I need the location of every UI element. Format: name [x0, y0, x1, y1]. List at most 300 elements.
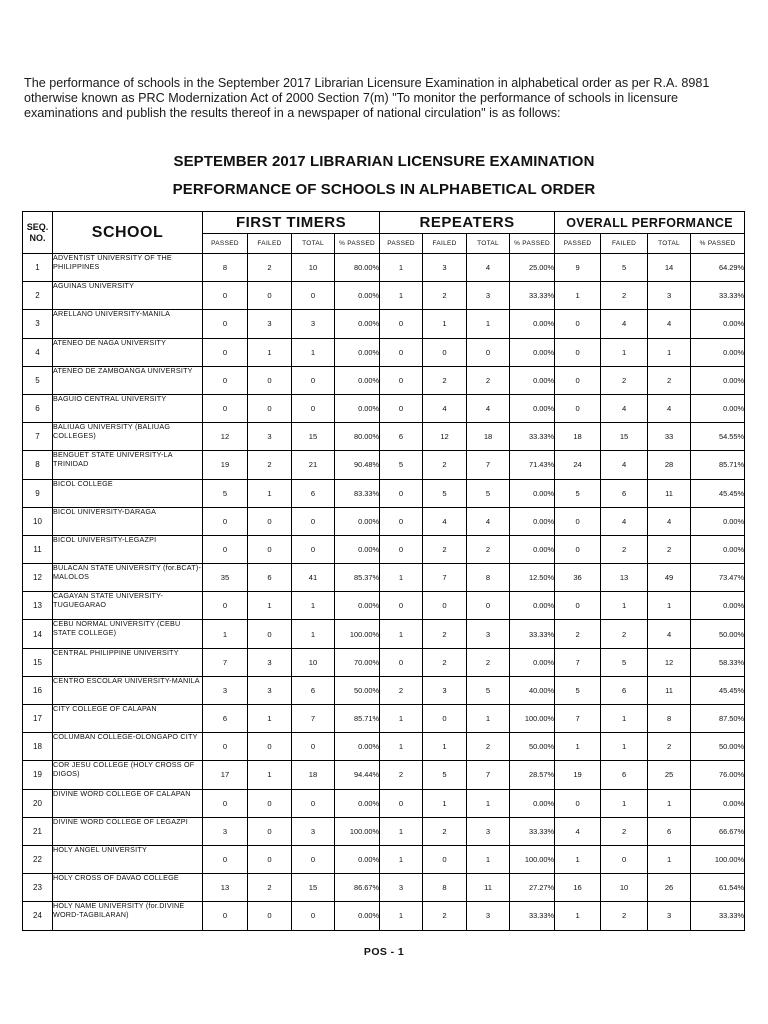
overall-total-cell: 49 [648, 564, 691, 592]
overall-passed-cell: 0 [555, 507, 601, 535]
overall-total-cell: 2 [648, 366, 691, 394]
overall-total-cell: 11 [648, 676, 691, 704]
page-footer: POS - 1 [363, 946, 405, 958]
first-timers-total-cell: 0 [292, 366, 335, 394]
overall-total-cell: 8 [648, 705, 691, 733]
school-name-cell: BICOL COLLEGE [53, 479, 203, 507]
table-row [23, 282, 745, 310]
first-timers-total-cell: 21 [292, 451, 335, 479]
overall-failed-cell: 1 [601, 338, 648, 366]
first-timers-passed-cell: 19 [203, 451, 248, 479]
table-row [23, 902, 745, 930]
overall-passed-cell: 0 [555, 592, 601, 620]
repeaters-total-cell: 18 [467, 423, 510, 451]
overall-passed-cell: 0 [555, 366, 601, 394]
first-timers-passed-cell: 0 [203, 507, 248, 535]
overall-failed-cell: 2 [601, 817, 648, 845]
overall-pct-cell: 0.00% [691, 592, 745, 620]
first-timers-failed-cell: 3 [248, 676, 292, 704]
overall-passed-cell: 2 [555, 620, 601, 648]
seq-number-cell: 24 [23, 902, 53, 930]
repeaters-passed-cell: 1 [380, 564, 423, 592]
seq-number-cell: 15 [23, 648, 53, 676]
first-timers-passed-cell: 0 [203, 366, 248, 394]
overall-pct-cell: 66.67% [691, 817, 745, 845]
table-row [23, 789, 745, 817]
overall-pct-cell: 50.00% [691, 620, 745, 648]
rp-pct-header: % PASSED [510, 234, 555, 254]
repeaters-passed-cell: 0 [380, 479, 423, 507]
overall-pct-cell: 50.00% [691, 733, 745, 761]
table-row [23, 310, 745, 338]
first-timers-passed-cell: 0 [203, 394, 248, 422]
repeaters-pct-cell: 0.00% [510, 648, 555, 676]
overall-pct-cell: 45.45% [691, 479, 745, 507]
ft-total-header: TOTAL [292, 234, 335, 254]
table-row [23, 338, 745, 366]
first-timers-failed-cell: 0 [248, 902, 292, 930]
table-header [23, 212, 745, 254]
repeaters-pct-cell: 0.00% [510, 366, 555, 394]
first-timers-failed-cell: 2 [248, 451, 292, 479]
school-name-cell: BALIUAG UNIVERSITY (BALIUAG COLLEGES) [53, 423, 203, 451]
first-timers-pct-cell: 0.00% [335, 338, 380, 366]
first-timers-failed-cell: 0 [248, 817, 292, 845]
first-timers-pct-cell: 85.71% [335, 705, 380, 733]
repeaters-failed-cell: 12 [423, 423, 467, 451]
table-row [23, 761, 745, 789]
first-timers-total-cell: 41 [292, 564, 335, 592]
repeaters-total-cell: 1 [467, 845, 510, 873]
repeaters-passed-cell: 1 [380, 620, 423, 648]
repeaters-failed-cell: 5 [423, 479, 467, 507]
overall-failed-cell: 6 [601, 761, 648, 789]
overall-pct-cell: 76.00% [691, 761, 745, 789]
first-timers-passed-cell: 0 [203, 733, 248, 761]
repeaters-pct-cell: 25.00% [510, 254, 555, 282]
first-timers-failed-cell: 0 [248, 845, 292, 873]
repeaters-pct-cell: 33.33% [510, 282, 555, 310]
first-timers-pct-cell: 0.00% [335, 366, 380, 394]
overall-passed-cell: 0 [555, 394, 601, 422]
first-timers-failed-cell: 2 [248, 254, 292, 282]
table-row [23, 705, 745, 733]
first-timers-pct-cell: 94.44% [335, 761, 380, 789]
school-name-cell: BICOL UNIVERSITY-LEGAZPI [53, 535, 203, 563]
repeaters-pct-cell: 28.57% [510, 761, 555, 789]
repeaters-pct-cell: 50.00% [510, 733, 555, 761]
table-row [23, 451, 745, 479]
overall-failed-cell: 4 [601, 310, 648, 338]
seq-number-cell: 2 [23, 282, 53, 310]
first-timers-pct-cell: 0.00% [335, 507, 380, 535]
overall-failed-cell: 2 [601, 620, 648, 648]
repeaters-total-cell: 2 [467, 733, 510, 761]
first-timers-pct-cell: 70.00% [335, 648, 380, 676]
ov-pct-header: % PASSED [691, 234, 745, 254]
repeaters-failed-cell: 2 [423, 620, 467, 648]
ov-total-header: TOTAL [648, 234, 691, 254]
overall-failed-cell: 2 [601, 535, 648, 563]
overall-passed-cell: 16 [555, 874, 601, 902]
seq-number-cell: 11 [23, 535, 53, 563]
repeaters-passed-cell: 0 [380, 338, 423, 366]
overall-failed-cell: 4 [601, 507, 648, 535]
repeaters-total-cell: 11 [467, 874, 510, 902]
overall-total-cell: 4 [648, 507, 691, 535]
repeaters-total-cell: 0 [467, 338, 510, 366]
overall-performance-header: OVERALL PERFORMANCE [555, 212, 745, 234]
repeaters-failed-cell: 0 [423, 845, 467, 873]
overall-total-cell: 14 [648, 254, 691, 282]
overall-pct-cell: 0.00% [691, 789, 745, 817]
seq-header [23, 212, 53, 254]
first-timers-total-cell: 0 [292, 789, 335, 817]
first-timers-passed-cell: 0 [203, 789, 248, 817]
first-timers-failed-cell: 0 [248, 366, 292, 394]
repeaters-pct-cell: 0.00% [510, 789, 555, 817]
table-row [23, 817, 745, 845]
overall-passed-cell: 0 [555, 338, 601, 366]
seq-number-cell: 3 [23, 310, 53, 338]
overall-passed-cell: 18 [555, 423, 601, 451]
first-timers-pct-cell: 100.00% [335, 620, 380, 648]
overall-pct-cell: 33.33% [691, 282, 745, 310]
overall-failed-cell: 2 [601, 366, 648, 394]
repeaters-total-cell: 2 [467, 366, 510, 394]
first-timers-pct-cell: 83.33% [335, 479, 380, 507]
first-timers-total-cell: 1 [292, 592, 335, 620]
first-timers-passed-cell: 0 [203, 592, 248, 620]
repeaters-failed-cell: 0 [423, 338, 467, 366]
repeaters-pct-cell: 71.43% [510, 451, 555, 479]
first-timers-pct-cell: 86.67% [335, 874, 380, 902]
first-timers-failed-cell: 6 [248, 564, 292, 592]
repeaters-failed-cell: 1 [423, 789, 467, 817]
seq-number-cell: 16 [23, 676, 53, 704]
first-timers-header: FIRST TIMERS [203, 212, 380, 234]
overall-passed-cell: 0 [555, 310, 601, 338]
school-name-cell: HOLY NAME UNIVERSITY (for.DIVINE WORD-TAGBILARAN) [53, 902, 203, 930]
repeaters-total-cell: 5 [467, 479, 510, 507]
school-name-cell: CEBU NORMAL UNIVERSITY (CEBU STATE COLLEGE) [53, 620, 203, 648]
overall-pct-cell: 73.47% [691, 564, 745, 592]
first-timers-total-cell: 1 [292, 620, 335, 648]
first-timers-failed-cell: 3 [248, 648, 292, 676]
first-timers-total-cell: 0 [292, 535, 335, 563]
first-timers-pct-cell: 0.00% [335, 733, 380, 761]
repeaters-total-cell: 1 [467, 789, 510, 817]
repeaters-total-cell: 0 [467, 592, 510, 620]
repeaters-pct-cell: 0.00% [510, 592, 555, 620]
school-name-cell: BULACAN STATE UNIVERSITY (for.BCAT)-MALOLOS [53, 564, 203, 592]
repeaters-failed-cell: 2 [423, 282, 467, 310]
repeaters-header: REPEATERS [380, 212, 555, 234]
ft-pct-header: % PASSED [335, 234, 380, 254]
first-timers-passed-cell: 1 [203, 620, 248, 648]
first-timers-pct-cell: 90.48% [335, 451, 380, 479]
first-timers-pct-cell: 0.00% [335, 845, 380, 873]
repeaters-total-cell: 3 [467, 620, 510, 648]
seq-number-cell: 7 [23, 423, 53, 451]
first-timers-total-cell: 18 [292, 761, 335, 789]
first-timers-passed-cell: 35 [203, 564, 248, 592]
school-header: SCHOOL [53, 212, 203, 254]
school-name-cell: CENTRAL PHILIPPINE UNIVERSITY [53, 648, 203, 676]
repeaters-failed-cell: 1 [423, 310, 467, 338]
seq-number-cell: 13 [23, 592, 53, 620]
rp-total-header: TOTAL [467, 234, 510, 254]
first-timers-passed-cell: 8 [203, 254, 248, 282]
first-timers-passed-cell: 6 [203, 705, 248, 733]
overall-failed-cell: 0 [601, 845, 648, 873]
school-name-cell: BICOL UNIVERSITY-DARAGA [53, 507, 203, 535]
repeaters-total-cell: 2 [467, 535, 510, 563]
repeaters-total-cell: 1 [467, 310, 510, 338]
first-timers-passed-cell: 5 [203, 479, 248, 507]
first-timers-total-cell: 3 [292, 310, 335, 338]
first-timers-failed-cell: 3 [248, 423, 292, 451]
overall-pct-cell: 45.45% [691, 676, 745, 704]
rp-passed-header: PASSED [380, 234, 423, 254]
repeaters-passed-cell: 0 [380, 366, 423, 394]
repeaters-passed-cell: 1 [380, 817, 423, 845]
first-timers-failed-cell: 0 [248, 507, 292, 535]
first-timers-passed-cell: 0 [203, 902, 248, 930]
school-name-cell: ATENEO DE ZAMBOANGA UNIVERSITY [53, 366, 203, 394]
repeaters-total-cell: 1 [467, 705, 510, 733]
repeaters-passed-cell: 1 [380, 254, 423, 282]
overall-failed-cell: 1 [601, 705, 648, 733]
first-timers-pct-cell: 100.00% [335, 817, 380, 845]
overall-passed-cell: 1 [555, 282, 601, 310]
repeaters-passed-cell: 0 [380, 507, 423, 535]
overall-failed-cell: 13 [601, 564, 648, 592]
first-timers-pct-cell: 0.00% [335, 282, 380, 310]
overall-total-cell: 2 [648, 733, 691, 761]
overall-total-cell: 1 [648, 338, 691, 366]
seq-number-cell: 17 [23, 705, 53, 733]
overall-failed-cell: 5 [601, 254, 648, 282]
repeaters-failed-cell: 2 [423, 648, 467, 676]
repeaters-failed-cell: 0 [423, 592, 467, 620]
overall-failed-cell: 4 [601, 451, 648, 479]
first-timers-failed-cell: 0 [248, 394, 292, 422]
overall-pct-cell: 64.29% [691, 254, 745, 282]
table-body [23, 254, 745, 931]
overall-passed-cell: 19 [555, 761, 601, 789]
overall-total-cell: 2 [648, 535, 691, 563]
overall-pct-cell: 85.71% [691, 451, 745, 479]
overall-failed-cell: 1 [601, 789, 648, 817]
table-row [23, 620, 745, 648]
school-name-cell: COR JESU COLLEGE (HOLY CROSS OF DIGOS) [53, 761, 203, 789]
seq-number-cell: 18 [23, 733, 53, 761]
ov-failed-header: FAILED [601, 234, 648, 254]
overall-pct-cell: 58.33% [691, 648, 745, 676]
overall-failed-cell: 2 [601, 282, 648, 310]
table-row [23, 676, 745, 704]
first-timers-pct-cell: 0.00% [335, 394, 380, 422]
first-timers-failed-cell: 1 [248, 761, 292, 789]
seq-number-cell: 6 [23, 394, 53, 422]
first-timers-pct-cell: 0.00% [335, 789, 380, 817]
first-timers-failed-cell: 2 [248, 874, 292, 902]
table-row [23, 479, 745, 507]
first-timers-total-cell: 6 [292, 479, 335, 507]
overall-total-cell: 4 [648, 310, 691, 338]
overall-pct-cell: 0.00% [691, 535, 745, 563]
overall-passed-cell: 7 [555, 648, 601, 676]
first-timers-passed-cell: 17 [203, 761, 248, 789]
school-name-cell: CENTRO ESCOLAR UNIVERSITY-MANILA [53, 676, 203, 704]
overall-pct-cell: 61.54% [691, 874, 745, 902]
school-name-cell: ATENEO DE NAGA UNIVERSITY [53, 338, 203, 366]
repeaters-total-cell: 3 [467, 902, 510, 930]
seq-number-cell: 1 [23, 254, 53, 282]
first-timers-total-cell: 7 [292, 705, 335, 733]
seq-number-cell: 22 [23, 845, 53, 873]
repeaters-failed-cell: 3 [423, 676, 467, 704]
repeaters-passed-cell: 1 [380, 282, 423, 310]
first-timers-passed-cell: 0 [203, 845, 248, 873]
overall-pct-cell: 100.00% [691, 845, 745, 873]
repeaters-passed-cell: 0 [380, 592, 423, 620]
first-timers-total-cell: 10 [292, 254, 335, 282]
ft-passed-header: PASSED [203, 234, 248, 254]
first-timers-pct-cell: 80.00% [335, 254, 380, 282]
overall-total-cell: 3 [648, 282, 691, 310]
repeaters-pct-cell: 33.33% [510, 817, 555, 845]
overall-passed-cell: 24 [555, 451, 601, 479]
repeaters-pct-cell: 40.00% [510, 676, 555, 704]
repeaters-total-cell: 7 [467, 761, 510, 789]
overall-pct-cell: 0.00% [691, 310, 745, 338]
first-timers-pct-cell: 0.00% [335, 535, 380, 563]
first-timers-failed-cell: 0 [248, 282, 292, 310]
first-timers-pct-cell: 0.00% [335, 902, 380, 930]
school-name-cell: DIVINE WORD COLLEGE OF LEGAZPI [53, 817, 203, 845]
repeaters-pct-cell: 100.00% [510, 705, 555, 733]
repeaters-passed-cell: 0 [380, 648, 423, 676]
repeaters-total-cell: 4 [467, 507, 510, 535]
repeaters-passed-cell: 3 [380, 874, 423, 902]
overall-passed-cell: 0 [555, 535, 601, 563]
first-timers-passed-cell: 13 [203, 874, 248, 902]
repeaters-failed-cell: 3 [423, 254, 467, 282]
repeaters-total-cell: 5 [467, 676, 510, 704]
overall-total-cell: 11 [648, 479, 691, 507]
overall-failed-cell: 5 [601, 648, 648, 676]
seq-number-cell: 14 [23, 620, 53, 648]
table-row [23, 535, 745, 563]
repeaters-failed-cell: 4 [423, 507, 467, 535]
overall-failed-cell: 1 [601, 733, 648, 761]
repeaters-pct-cell: 100.00% [510, 845, 555, 873]
first-timers-passed-cell: 12 [203, 423, 248, 451]
school-name-cell: HOLY ANGEL UNIVERSITY [53, 845, 203, 873]
repeaters-total-cell: 8 [467, 564, 510, 592]
overall-failed-cell: 10 [601, 874, 648, 902]
first-timers-passed-cell: 0 [203, 282, 248, 310]
repeaters-failed-cell: 2 [423, 902, 467, 930]
repeaters-pct-cell: 0.00% [510, 394, 555, 422]
first-timers-total-cell: 1 [292, 338, 335, 366]
overall-total-cell: 4 [648, 394, 691, 422]
repeaters-passed-cell: 0 [380, 394, 423, 422]
repeaters-pct-cell: 12.50% [510, 564, 555, 592]
first-timers-pct-cell: 0.00% [335, 592, 380, 620]
overall-pct-cell: 0.00% [691, 507, 745, 535]
overall-failed-cell: 6 [601, 479, 648, 507]
school-name-cell: ADVENTIST UNIVERSITY OF THE PHILIPPINES [53, 254, 203, 282]
repeaters-failed-cell: 8 [423, 874, 467, 902]
repeaters-pct-cell: 33.33% [510, 423, 555, 451]
repeaters-failed-cell: 4 [423, 394, 467, 422]
repeaters-failed-cell: 2 [423, 451, 467, 479]
school-name-cell: AGUINAS UNIVERSITY [53, 282, 203, 310]
overall-failed-cell: 4 [601, 394, 648, 422]
seq-number-cell: 23 [23, 874, 53, 902]
first-timers-total-cell: 15 [292, 874, 335, 902]
seq-number-cell: 12 [23, 564, 53, 592]
intro-paragraph: The performance of schools in the September 2017 Librarian Licensure Examination in alphabetical order as per R.A. 8981 otherwise known as PRC Modernization Act of 2000 Section 7(m) "To monitor the performance of schools in licensure examinations and publish the results thereof in a newspaper of national circulation" is as follows: [24, 76, 710, 120]
overall-pct-cell: 33.33% [691, 902, 745, 930]
first-timers-failed-cell: 3 [248, 310, 292, 338]
repeaters-pct-cell: 33.33% [510, 620, 555, 648]
repeaters-passed-cell: 1 [380, 845, 423, 873]
repeaters-pct-cell: 27.27% [510, 874, 555, 902]
repeaters-pct-cell: 0.00% [510, 310, 555, 338]
seq-number-cell: 10 [23, 507, 53, 535]
school-name-cell: BAGUIO CENTRAL UNIVERSITY [53, 394, 203, 422]
first-timers-total-cell: 10 [292, 648, 335, 676]
first-timers-passed-cell: 0 [203, 535, 248, 563]
repeaters-passed-cell: 0 [380, 310, 423, 338]
repeaters-passed-cell: 5 [380, 451, 423, 479]
seq-number-cell: 19 [23, 761, 53, 789]
repeaters-failed-cell: 0 [423, 705, 467, 733]
repeaters-pct-cell: 0.00% [510, 338, 555, 366]
repeaters-passed-cell: 1 [380, 705, 423, 733]
first-timers-failed-cell: 0 [248, 789, 292, 817]
first-timers-failed-cell: 1 [248, 479, 292, 507]
repeaters-failed-cell: 1 [423, 733, 467, 761]
overall-passed-cell: 0 [555, 789, 601, 817]
overall-passed-cell: 5 [555, 676, 601, 704]
ft-failed-header: FAILED [248, 234, 292, 254]
repeaters-passed-cell: 0 [380, 789, 423, 817]
overall-pct-cell: 0.00% [691, 366, 745, 394]
overall-failed-cell: 6 [601, 676, 648, 704]
overall-total-cell: 26 [648, 874, 691, 902]
school-name-cell: CAGAYAN STATE UNIVERSITY-TUGUEGARAO [53, 592, 203, 620]
first-timers-passed-cell: 3 [203, 676, 248, 704]
first-timers-total-cell: 0 [292, 394, 335, 422]
repeaters-passed-cell: 2 [380, 761, 423, 789]
seq-number-cell: 4 [23, 338, 53, 366]
repeaters-total-cell: 7 [467, 451, 510, 479]
overall-total-cell: 28 [648, 451, 691, 479]
repeaters-pct-cell: 0.00% [510, 535, 555, 563]
seq-header-line1: SEQ. [26, 221, 49, 232]
first-timers-failed-cell: 1 [248, 592, 292, 620]
repeaters-failed-cell: 7 [423, 564, 467, 592]
overall-passed-cell: 4 [555, 817, 601, 845]
repeaters-passed-cell: 2 [380, 676, 423, 704]
seq-number-cell: 21 [23, 817, 53, 845]
repeaters-passed-cell: 1 [380, 902, 423, 930]
